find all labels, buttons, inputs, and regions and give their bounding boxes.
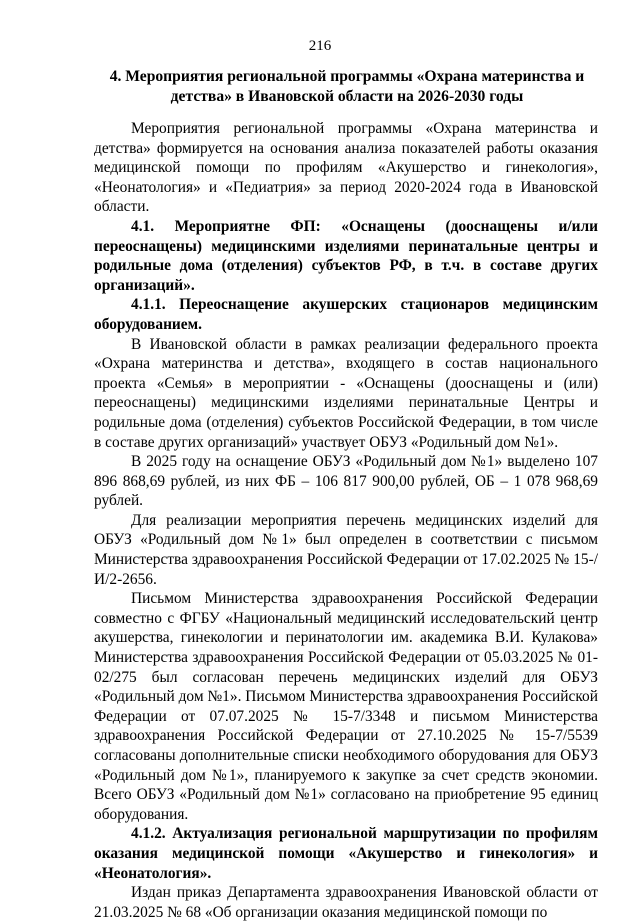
heading-4-1: 4.1. Мероприятне ФП: «Оснащены (дооснащены и/или переоснащены) медицинскими изделиями перинатальные центры и родильные дома (отделения) субъектов РФ, в т.ч. в составе других организаций». <box>94 217 598 294</box>
heading-4-1-1: 4.1.1. Переоснащение акушерских стационаров медицинским оборудованием. <box>94 296 598 333</box>
paragraph-order: Издан приказ Департамента здравоохранения Ивановской области от 21.03.2025 № 68 «Об организации оказания медицинской помощи по <box>94 884 598 921</box>
paragraph-funding: В 2025 году на оснащение ОБУЗ «Родильный дом №1» выделено 107 896 868,69 рублей, из них ФБ – 106 817 900,00 рублей, ОБ – 1 078 968,69 рублей. <box>94 453 598 510</box>
heading-4-1-2: 4.1.2. Актуализация региональной маршрутизации по профилям оказания медицинской помощи «Акушерство и гинекология» и «Неонатология». <box>94 825 598 882</box>
section-title: 4. Мероприятия региональной программы «Охрана материнства и детства» в Ивановской области на 2026-2030 годы <box>109 68 585 105</box>
paragraph-federal-project: В Ивановской области в рамках реализации федерального проекта «Охрана материнства и детства», входящего в состав национального проекта «Семья» в мероприятии - «Оснащены (дооснащены и (или) переоснащены) медицинскими изделиями перинатальные Центры и родильные дома (отделения) субъектов Российской Федерации, в том числе в составе других организаций» участвует ОБУЗ «Родильный дом №1». <box>94 335 598 451</box>
page-number: 216 <box>308 38 332 54</box>
paragraph-equipment-list: Для реализации мероприятия перечень медицинских изделий для ОБУЗ «Родильный дом №1» был определен в соответствии с письмом Министерства здравоохранения Российской Федерации от 17.02.2025 № 15-/И/2-2656. <box>94 511 598 588</box>
paragraph-intro: Мероприятия региональной программы «Охрана материнства и детства» формируется на основания анализа показателей работы оказания медицинской помощи по профилям «Акушерство и гинекология», «Неонатология» и «Педиатрия» за период 2020-2024 года в Ивановской области. <box>94 120 598 216</box>
paragraph-ministry-letters: Письмом Министерства здравоохранения Российской Федерации совместно с ФГБУ «Национальный медицинский исследовательский центр акушерства, гинекологии и перинатологии им. академика В.И. Кулакова» Министерства здравоохранения Российской Федерации от 05.03.2025 № 01-02/275 был согласован перечень медицинских изделий для ОБУЗ «Родильный дом №1». Письмом Министерства здравоохранения Российской Федерации от 07.07.2025 № 15-7/3348 и письмом Министерства здравоохранения Российской Федерации от 27.10.2025 № 15-7/5539 согласованы дополнительные списки необходимого оборудования для ОБУЗ «Родильный дом №1», планируемого к закупке за счет средств экономии. Всего ОБУЗ «Родильный дом №1» согласовано на приобретение 95 единиц оборудования. <box>94 590 598 823</box>
document-body <box>94 119 598 922</box>
